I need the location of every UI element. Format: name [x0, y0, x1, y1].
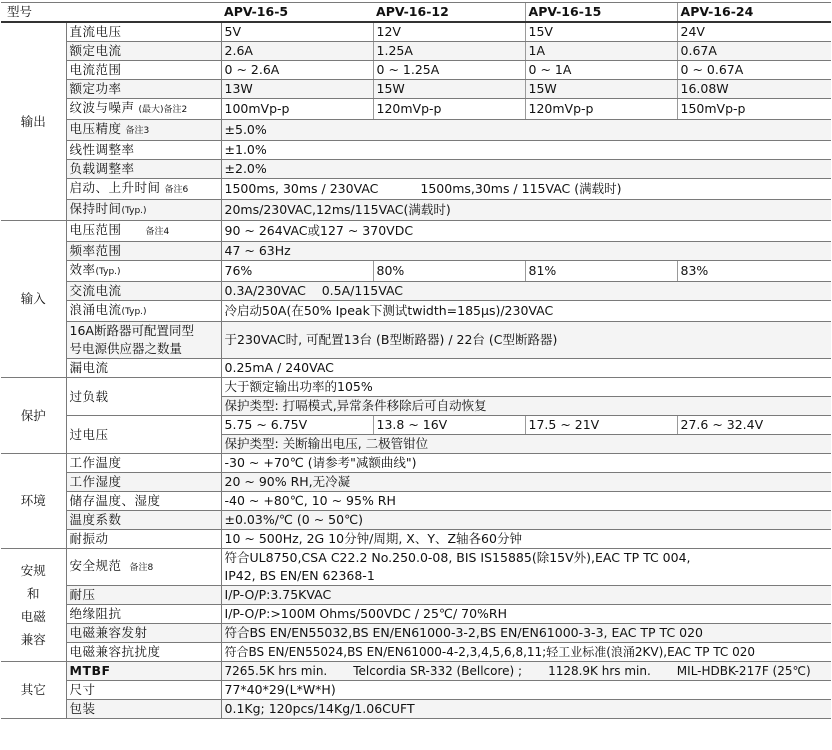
table-row	[1, 322, 831, 359]
table-row	[1, 179, 831, 200]
cell: 15W	[525, 80, 677, 99]
cell-text: 符合UL8750,CSA C22.2 No.250.0-08, BIS IS15885(除15V外),EAC TP TC 004,	[224, 550, 691, 565]
table-row	[1, 301, 831, 322]
group-text: 安规	[20, 563, 46, 578]
row-label: 线性调整率	[66, 141, 221, 160]
row-label	[66, 120, 221, 141]
note-text: 备注6	[164, 185, 189, 195]
cell: 符合BS EN/EN55024,BS EN/EN61000-4-2,3,4,5,6,8,11;轻工业标准(浪涌2KV),EAC TP TC 020	[221, 643, 831, 662]
group-text: 和	[26, 586, 40, 601]
cell: 83%	[677, 261, 831, 282]
table-row	[1, 416, 831, 435]
cell: -30 ~ +70℃ (请参考"减额曲线")	[221, 454, 831, 473]
table-row	[1, 530, 831, 549]
group-safety-emc	[1, 549, 66, 662]
cell	[221, 549, 831, 586]
row-label	[66, 549, 221, 586]
cell: 120mVp-p	[373, 99, 525, 120]
cell: 81%	[525, 261, 677, 282]
table-row	[1, 662, 831, 681]
cell: 1.25A	[373, 42, 525, 61]
header-row	[1, 3, 831, 23]
cell: 大于额定输出功率的105%	[221, 378, 831, 397]
table-row	[1, 359, 831, 378]
cell: ±5.0%	[221, 120, 831, 141]
cell: 0.1Kg; 120pcs/14Kg/1.06CUFT	[221, 700, 831, 719]
group-output: 输出	[1, 22, 66, 221]
cell: 12V	[373, 22, 525, 42]
row-label: 温度系数	[66, 511, 221, 530]
row-label: 耐振动	[66, 530, 221, 549]
row-label	[66, 200, 221, 221]
cell	[221, 179, 831, 200]
model-name: APV-16-5	[221, 3, 373, 23]
cell: 27.6 ~ 32.4V	[677, 416, 831, 435]
table-row	[1, 511, 831, 530]
cell-text: Telcordia SR-332 (Bellcore) ;	[353, 664, 523, 678]
row-label: 过负载	[66, 378, 221, 416]
row-label: 电流范围	[66, 61, 221, 80]
cell: I/P-O/P:3.75KVAC	[221, 586, 831, 605]
label-text: 浪涌电流	[69, 302, 122, 317]
spec-table	[1, 2, 831, 719]
row-label: 耐压	[66, 586, 221, 605]
row-label: 电磁兼容抗扰度	[66, 643, 221, 662]
cell-text: 1500ms,30ms / 115VAC (满载时)	[420, 181, 622, 196]
cell: 0 ~ 2.6A	[221, 61, 373, 80]
table-row	[1, 120, 831, 141]
table-row	[1, 454, 831, 473]
row-label: 尺寸	[66, 681, 221, 700]
cell: 5V	[221, 22, 373, 42]
cell-text: 1128.9K hrs min.	[548, 664, 651, 678]
table-row	[1, 605, 831, 624]
row-label: 储存温度、湿度	[66, 492, 221, 511]
cell-text: MIL-HDBK-217F (25℃)	[676, 664, 811, 678]
cell: 150mVp-p	[677, 99, 831, 120]
row-label: 负载调整率	[66, 160, 221, 179]
cell: ±1.0%	[221, 141, 831, 160]
cell: 20ms/230VAC,12ms/115VAC(满载时)	[221, 200, 831, 221]
model-name: APV-16-15	[525, 3, 677, 23]
table-row	[1, 624, 831, 643]
table-row	[1, 586, 831, 605]
cell: 5.75 ~ 6.75V	[221, 416, 373, 435]
row-label	[66, 99, 221, 120]
row-label	[66, 301, 221, 322]
cell-text: 1500ms, 30ms / 230VAC	[224, 181, 379, 196]
cell: 0 ~ 1A	[525, 61, 677, 80]
cell: 47 ~ 63Hz	[221, 242, 831, 261]
cell: 15V	[525, 22, 677, 42]
row-label: 绝缘阻抗	[66, 605, 221, 624]
typ-text: (Typ.)	[121, 206, 147, 216]
cell: 76%	[221, 261, 373, 282]
table-row	[1, 61, 831, 80]
cell-text: IP42, BS EN/EN 62368-1	[224, 568, 375, 583]
label-text: 启动、上升时间	[69, 180, 161, 195]
label-text: 电压精度	[69, 121, 122, 136]
cell: 2.6A	[221, 42, 373, 61]
cell: ±0.03%/℃ (0 ~ 50℃)	[221, 511, 831, 530]
table-row	[1, 141, 831, 160]
group-text: 兼容	[20, 632, 46, 647]
table-row	[1, 22, 831, 42]
table-row	[1, 42, 831, 61]
row-label: MTBF	[66, 662, 221, 681]
table-row	[1, 700, 831, 719]
table-row	[1, 261, 831, 282]
cell: 0 ~ 0.67A	[677, 61, 831, 80]
table-row	[1, 643, 831, 662]
group-environment: 环境	[1, 454, 66, 549]
cell: 保护类型: 打嗝模式,异常条件移除后可自动恢复	[221, 397, 831, 416]
table-row	[1, 681, 831, 700]
note-text: 备注3	[125, 126, 150, 136]
row-label	[66, 179, 221, 200]
table-row	[1, 282, 831, 301]
table-row	[1, 473, 831, 492]
cell: 0 ~ 1.25A	[373, 61, 525, 80]
cell	[221, 662, 831, 681]
cell: 符合BS EN/EN55032,BS EN/EN61000-3-2,BS EN/EN61000-3-3, EAC TP TC 020	[221, 624, 831, 643]
row-label	[66, 221, 221, 242]
table-row	[1, 160, 831, 179]
cell: 1A	[525, 42, 677, 61]
cell: 100mVp-p	[221, 99, 373, 120]
cell: 冷启动50A(在50% Ipeak下测试twidth=185µs)/230VAC	[221, 301, 831, 322]
typ-text: (Typ.)	[121, 307, 147, 317]
table-row	[1, 221, 831, 242]
note-text: 备注4	[145, 227, 170, 237]
row-label: 额定功率	[66, 80, 221, 99]
row-label: 漏电流	[66, 359, 221, 378]
row-label: 过电压	[66, 416, 221, 454]
table-row	[1, 200, 831, 221]
cell: 0.3A/230VAC 0.5A/115VAC	[221, 282, 831, 301]
table-row	[1, 80, 831, 99]
cell: 120mVp-p	[525, 99, 677, 120]
cell: 13.8 ~ 16V	[373, 416, 525, 435]
row-label	[66, 261, 221, 282]
table-row	[1, 242, 831, 261]
cell: I/P-O/P:>100M Ohms/500VDC / 25℃/ 70%RH	[221, 605, 831, 624]
row-label: 电磁兼容发射	[66, 624, 221, 643]
cell: 于230VAC时, 可配置13台 (B型断路器) / 22台 (C型断路器)	[221, 322, 831, 359]
cell: 0.67A	[677, 42, 831, 61]
row-label: 工作湿度	[66, 473, 221, 492]
model-title: 型号	[1, 3, 221, 23]
cell: 17.5 ~ 21V	[525, 416, 677, 435]
label-text: 电压范围	[69, 222, 122, 237]
row-label: 频率范围	[66, 242, 221, 261]
cell: ±2.0%	[221, 160, 831, 179]
group-others: 其它	[1, 662, 66, 719]
row-label: 工作温度	[66, 454, 221, 473]
model-name: APV-16-12	[373, 3, 525, 23]
row-label: 包装	[66, 700, 221, 719]
group-text: 电磁	[20, 609, 46, 624]
label-text: 效率	[69, 262, 96, 277]
cell: -40 ~ +80℃, 10 ~ 95% RH	[221, 492, 831, 511]
cell: 13W	[221, 80, 373, 99]
typ-text: (Typ.)	[95, 267, 121, 277]
table-row	[1, 492, 831, 511]
cell: 10 ~ 500Hz, 2G 10分钟/周期, X、Y、Z轴各60分钟	[221, 530, 831, 549]
cell: 20 ~ 90% RH,无冷凝	[221, 473, 831, 492]
group-input: 输入	[1, 221, 66, 378]
cell: 77*40*29(L*W*H)	[221, 681, 831, 700]
label-text: 保持时间	[69, 201, 122, 216]
cell: 90 ~ 264VAC或127 ~ 370VDC	[221, 221, 831, 242]
cell: 15W	[373, 80, 525, 99]
table-row	[1, 99, 831, 120]
cell-text: 7265.5K hrs min.	[224, 664, 328, 678]
table-row	[1, 549, 831, 586]
note-text: (最大)备注2	[138, 105, 188, 115]
model-name: APV-16-24	[677, 3, 831, 23]
cell: 保护类型: 关断输出电压, 二极管钳位	[221, 435, 831, 454]
cell: 24V	[677, 22, 831, 42]
label-text: 号电源供应器之数量	[69, 341, 183, 356]
cell: 0.25mA / 240VAC	[221, 359, 831, 378]
label-text: 纹波与噪声	[69, 100, 135, 115]
row-label	[66, 322, 221, 359]
cell: 16.08W	[677, 80, 831, 99]
label-text: 安全规范	[69, 558, 122, 573]
note-text: 备注8	[129, 563, 154, 573]
table-row	[1, 378, 831, 397]
label-text: 16A断路器可配置同型	[69, 323, 194, 338]
row-label: 额定电流	[66, 42, 221, 61]
group-protection: 保护	[1, 378, 66, 454]
row-label: 直流电压	[66, 22, 221, 42]
row-label: 交流电流	[66, 282, 221, 301]
cell: 80%	[373, 261, 525, 282]
